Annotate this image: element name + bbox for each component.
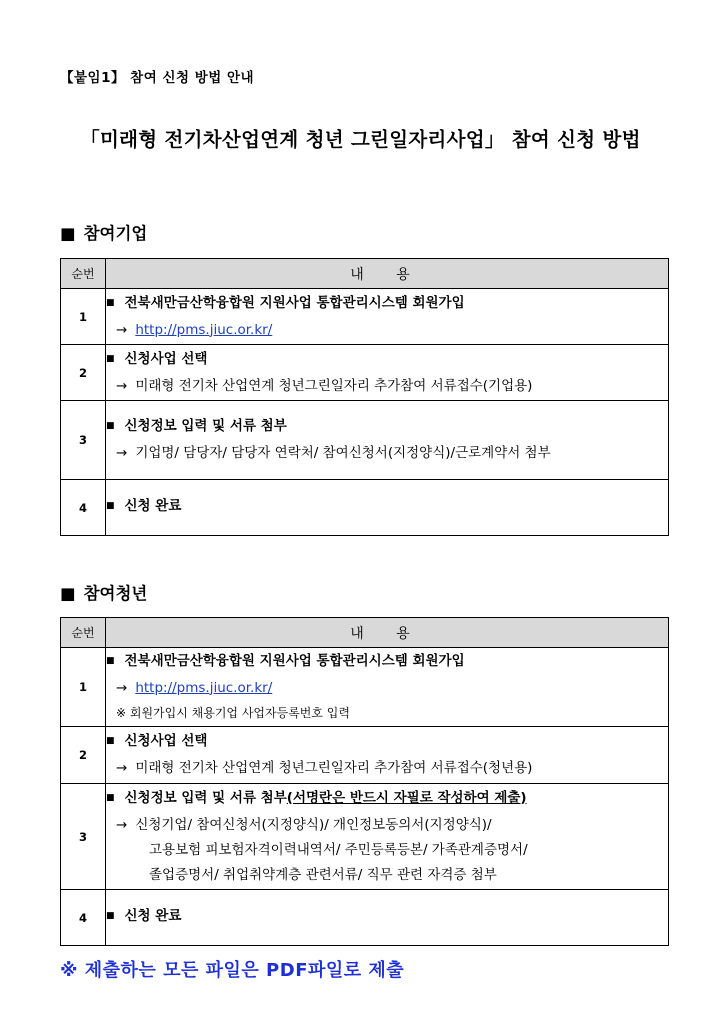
step-detail-continued: 고용보험 피보험자격이력내역서/ 주민등록등본/ 가족관계증명서/ bbox=[149, 841, 528, 858]
step-number: 2 bbox=[61, 345, 106, 401]
arrow-right-icon: → bbox=[116, 445, 128, 461]
step-title: 신청 완료 bbox=[124, 908, 182, 924]
company-section-title: 참여기업 bbox=[83, 224, 148, 243]
document-title: 「미래형 전기차산업연계 청년 그린일자리사업」 참여 신청 방법 bbox=[80, 128, 641, 151]
table-row bbox=[61, 890, 669, 946]
table-row bbox=[61, 648, 669, 727]
bullet-icon: ■ bbox=[106, 655, 115, 666]
step-detail: 신청기업/ 참여신청서(지정양식)/ 개인정보동의서(지정양식)/ bbox=[135, 816, 492, 833]
registration-link[interactable]: http://pms.jiuc.or.kr/ bbox=[135, 679, 273, 696]
bullet-icon: ■ bbox=[106, 353, 115, 364]
bullet-icon: ■ bbox=[106, 736, 115, 746]
table-row bbox=[61, 480, 669, 536]
table-row bbox=[61, 345, 669, 401]
section-heading-youth bbox=[60, 580, 147, 604]
step-number: 3 bbox=[61, 401, 106, 480]
step-content bbox=[106, 648, 669, 727]
table-row bbox=[61, 727, 669, 784]
bullet-icon: ■ bbox=[106, 792, 115, 803]
step-number: 1 bbox=[61, 648, 106, 727]
bullet-icon: ■ bbox=[106, 297, 115, 308]
step-number: 4 bbox=[61, 890, 106, 946]
table-header-row bbox=[61, 618, 669, 648]
arrow-right-icon: → bbox=[116, 760, 128, 776]
number-column-header: 순번 bbox=[61, 259, 106, 289]
step-content bbox=[106, 401, 669, 480]
step-note: ※ 회원가입시 채용기업 사업자등록번호 입력 bbox=[116, 705, 350, 720]
registration-link[interactable]: http://pms.jiuc.or.kr/ bbox=[135, 321, 273, 338]
step-number: 2 bbox=[61, 727, 106, 784]
step-detail: 기업명/ 담당자/ 담당자 연락처/ 참여신청서(지정양식)/근로계약서 첨부 bbox=[135, 445, 551, 461]
step-detail: 미래형 전기차 산업연계 청년그린일자리 추가참여 서류접수(청년용) bbox=[135, 760, 533, 776]
signature-instruction: (서명란은 반드시 자필로 작성하여 제출) bbox=[286, 789, 527, 806]
square-bullet-icon: ■ bbox=[60, 224, 76, 243]
table-row bbox=[61, 784, 669, 890]
section-heading-company bbox=[60, 220, 147, 244]
attachment-label: 【붙임1】 참여 신청 방법 안내 bbox=[60, 70, 255, 86]
bullet-icon: ■ bbox=[106, 421, 115, 431]
arrow-right-icon: → bbox=[116, 679, 128, 696]
step-title: 신청사업 선택 bbox=[124, 350, 208, 367]
step-content bbox=[106, 890, 669, 946]
arrow-right-icon: → bbox=[116, 377, 128, 394]
step-number: 1 bbox=[61, 289, 106, 345]
table-row bbox=[61, 401, 669, 480]
table-row bbox=[61, 289, 669, 345]
content-column-header: 내 용 bbox=[106, 618, 669, 648]
table-header-row bbox=[61, 259, 669, 289]
step-detail-continued: 졸업증명서/ 취업취약계층 관련서류/ 직무 관련 자격증 첨부 bbox=[149, 866, 497, 883]
company-steps-table bbox=[60, 258, 669, 536]
step-title: 신청정보 입력 및 서류 첨부 bbox=[124, 789, 287, 806]
step-content bbox=[106, 345, 669, 401]
square-bullet-icon: ■ bbox=[60, 584, 76, 603]
arrow-right-icon: → bbox=[116, 321, 128, 338]
pdf-submission-note: ※ 제출하는 모든 파일은 PDF파일로 제출 bbox=[60, 960, 405, 981]
step-detail: 미래형 전기차 산업연계 청년그린일자리 추가참여 서류접수(기업용) bbox=[135, 377, 533, 394]
step-title: 전북새만금산학융합원 지원사업 통합관리시스템 회원가입 bbox=[124, 294, 465, 311]
step-number: 4 bbox=[61, 480, 106, 536]
bullet-icon: ■ bbox=[106, 501, 115, 511]
step-content bbox=[106, 289, 669, 345]
arrow-right-icon: → bbox=[116, 816, 128, 833]
step-content bbox=[106, 480, 669, 536]
content-column-header: 내 용 bbox=[106, 259, 669, 289]
number-column-header: 순번 bbox=[61, 618, 106, 648]
youth-steps-table bbox=[60, 617, 669, 946]
step-number: 3 bbox=[61, 784, 106, 890]
step-title: 신청정보 입력 및 서류 첨부 bbox=[124, 418, 287, 434]
step-title: 전북새만금산학융합원 지원사업 통합관리시스템 회원가입 bbox=[124, 652, 465, 669]
step-content bbox=[106, 727, 669, 784]
youth-section-title: 참여청년 bbox=[83, 584, 148, 603]
step-title: 신청사업 선택 bbox=[124, 733, 208, 749]
step-title: 신청 완료 bbox=[124, 498, 182, 514]
bullet-icon: ■ bbox=[106, 911, 115, 921]
step-content bbox=[106, 784, 669, 890]
